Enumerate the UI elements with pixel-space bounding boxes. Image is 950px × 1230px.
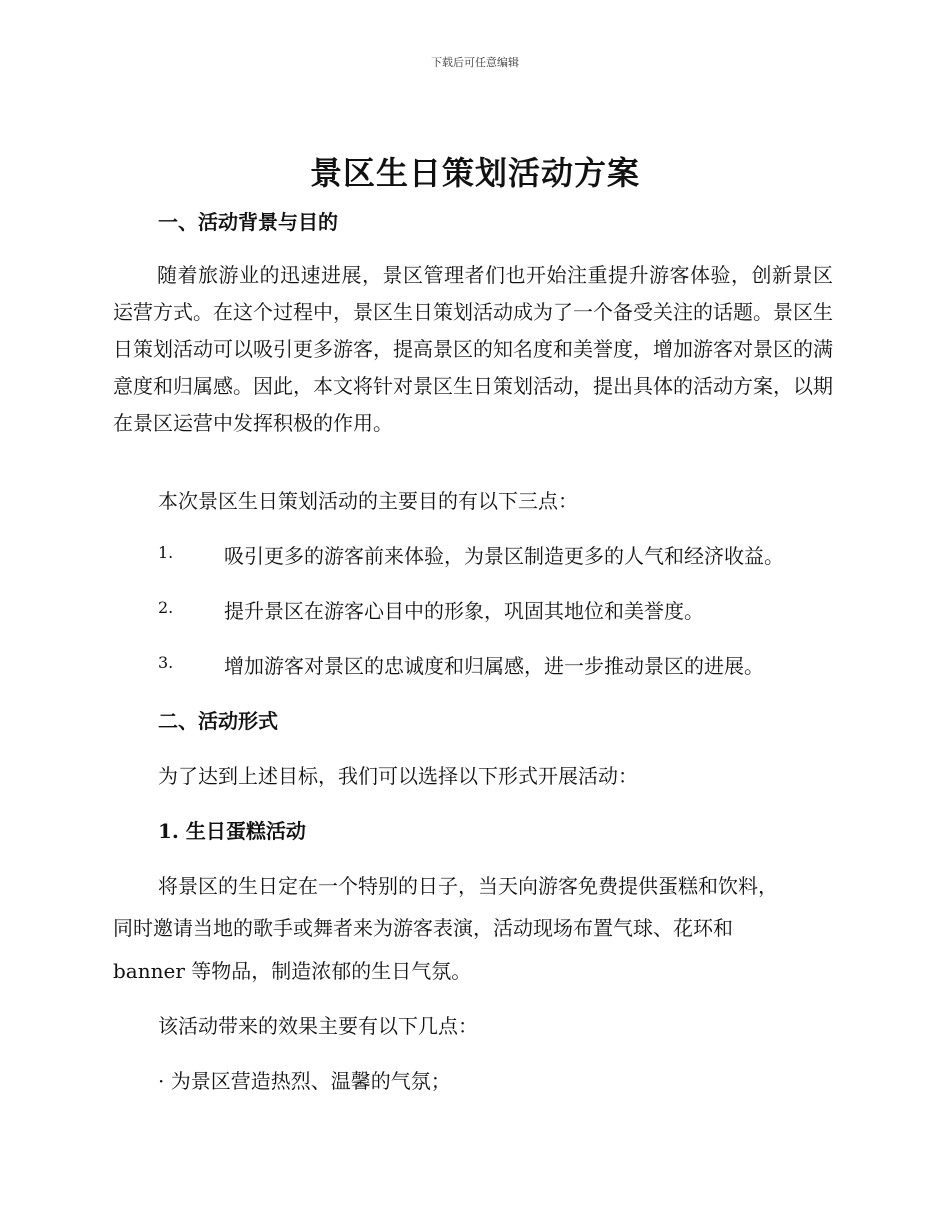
goal-number: 1.: [158, 543, 174, 562]
section-heading-background: 一、活动背景与目的: [158, 210, 338, 234]
document-title: 景区生日策划活动方案: [309, 154, 640, 192]
effects-intro: 该活动带来的效果主要有以下几点：: [158, 1014, 478, 1038]
cake-paragraph-line: 将景区的生日定在一个特别的日子，当天向游客免费提供蛋糕和饮料，: [158, 874, 778, 898]
cake-paragraph-line: banner 等物品，制造浓郁的生日气氛。: [113, 959, 472, 983]
page-header: 下载后可任意编辑: [431, 56, 519, 69]
goal-number: 3.: [158, 653, 174, 672]
section-heading-format: 二、活动形式: [158, 709, 278, 733]
background-paragraph: 随着旅游业的迅速进展，景区管理者们也开始注重提升游客体验，创新景区运营方式。在这个过程中，景区生日策划活动成为了一个备受关注的话题。景区生日策划活动可以吸引更多游客，提高景区的知名度和美誉度，增加游客对景区的满意度和归属感。因此，本文将针对景区生日策划活动，提出具体的活动方案，以期在景区运营中发挥积极的作用。: [113, 263, 833, 435]
goal-text: 增加游客对景区的忠诚度和归属感，进一步推动景区的进展。: [224, 654, 764, 678]
goals-intro: 本次景区生日策划活动的主要目的有以下三点：: [158, 489, 578, 513]
goal-text: 提升景区在游客心目中的形象，巩固其地位和美誉度。: [224, 599, 704, 623]
effect-item: · 为景区营造热烈、温馨的气氛；: [158, 1069, 451, 1093]
format-intro: 为了达到上述目标，我们可以选择以下形式开展活动：: [158, 764, 638, 788]
goal-text: 吸引更多的游客前来体验，为景区制造更多的人气和经济收益。: [224, 544, 784, 568]
cake-paragraph-line: 同时邀请当地的歌手或舞者来为游客表演，活动现场布置气球、花环和: [113, 916, 733, 940]
subheading-birthday-cake: 1. 生日蛋糕活动: [158, 819, 306, 843]
goal-number: 2.: [158, 598, 174, 617]
